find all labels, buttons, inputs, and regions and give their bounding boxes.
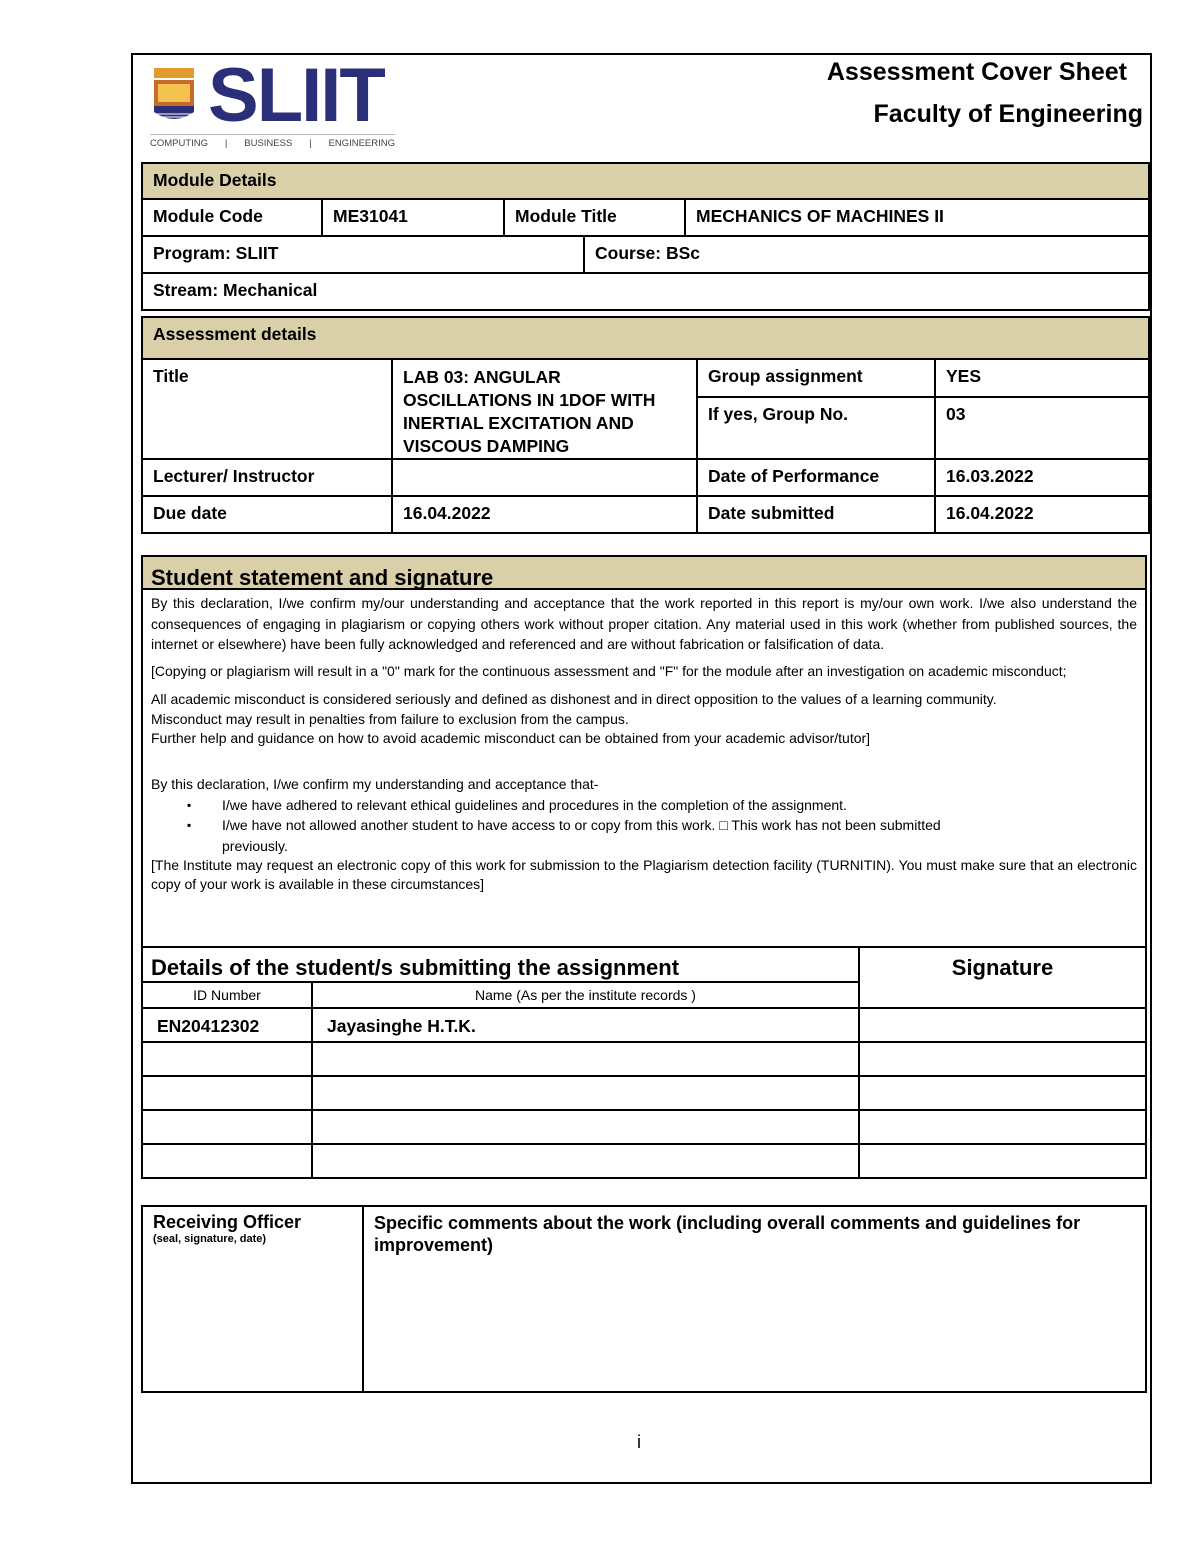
- module-details-heading: Module Details: [142, 163, 1149, 199]
- receiving-officer-sub: (seal, signature, date): [153, 1233, 267, 1245]
- declaration-intro: By this declaration, I/we confirm my understanding and acceptance that-: [151, 776, 599, 792]
- title-value: LAB 03: ANGULAR OSCILLATIONS IN 1DOF WITH INERTIAL EXCITATION AND VISCOUS DAMPING: [392, 359, 697, 459]
- group-assignment-label: Group assignment: [697, 359, 935, 397]
- table-row: [142, 1008, 1146, 1042]
- student-signature: [859, 1042, 1146, 1076]
- due-date-value: 16.04.2022: [392, 496, 697, 533]
- page-title: Assessment Cover Sheet: [826, 58, 1127, 86]
- performance-date-value: 16.03.2022: [935, 459, 1149, 496]
- module-code-value: ME31041: [322, 199, 504, 236]
- student-signature: [859, 1144, 1146, 1178]
- program-field: Program: SLIIT: [142, 236, 584, 273]
- due-date-label: Due date: [142, 496, 392, 533]
- plagiarism-paragraph: [Copying or plagiarism will result in a "0" mark for the continuous assessment and "F" for the module after an investigation on academic misconduct;: [151, 662, 1067, 679]
- signature-header: Signature: [859, 947, 1146, 1008]
- student-statement-section: [141, 555, 1147, 947]
- group-assignment-value: YES: [935, 359, 1149, 397]
- lecturer-value: [392, 459, 697, 496]
- student-name: [312, 1042, 859, 1076]
- students-heading: Details of the student/s submitting the assignment: [142, 947, 859, 982]
- assessment-details-heading: Assessment details: [142, 317, 1149, 359]
- turnitin-note: [The Institute may request an electronic copy of this work for submission to the Plagiarism detection facility (TURNITIN). You must make sure that an electronic copy of your work is available in these circumstances]: [151, 857, 1137, 892]
- submitted-date-label: Date submitted: [697, 496, 935, 533]
- page-number: i: [637, 1432, 641, 1452]
- student-id: [142, 1042, 312, 1076]
- module-details-table: [141, 162, 1150, 311]
- table-row: [142, 1076, 1146, 1110]
- student-id: EN20412302: [142, 1008, 312, 1042]
- statement-heading: Student statement and signature: [143, 557, 1145, 590]
- crest-icon: [150, 68, 198, 126]
- student-signature: [859, 1110, 1146, 1144]
- declaration-bullet: ▪ I/we have not allowed another student to have access to or copy from this work. □ This work has not been submitted previously.: [187, 815, 992, 856]
- sliit-logo: [150, 53, 395, 152]
- table-row: [142, 1110, 1146, 1144]
- assessment-details-table: [141, 316, 1150, 534]
- submitted-date-value: 16.04.2022: [935, 496, 1149, 533]
- table-row: [142, 1144, 1146, 1178]
- student-name: [312, 1110, 859, 1144]
- student-name: [312, 1076, 859, 1110]
- performance-date-label: Date of Performance: [697, 459, 935, 496]
- misconduct-line-1: All academic misconduct is considered seriously and defined as dishonest and in direct opposition to the values of a learning community.: [151, 691, 997, 707]
- student-signature: [859, 1076, 1146, 1110]
- receiving-officer-table: [141, 1205, 1147, 1393]
- logo-wordmark: SLIIT: [208, 53, 384, 138]
- misconduct-line-3: Further help and guidance on how to avoid academic misconduct can be obtained from your academic advisor/tutor]: [151, 729, 871, 746]
- student-id: [142, 1144, 312, 1178]
- name-header: Name (As per the institute records ): [312, 982, 859, 1008]
- student-name: Jayasinghe H.T.K.: [312, 1008, 859, 1042]
- logo-tagline: COMPUTING | BUSINESS | ENGINEERING: [150, 134, 395, 149]
- student-details-table: [141, 946, 1147, 1179]
- title-label: Title: [142, 359, 392, 459]
- group-no-label: If yes, Group No.: [697, 397, 935, 459]
- misconduct-line-2: Misconduct may result in penalties from failure to exclusion from the campus.: [151, 710, 629, 727]
- id-number-header: ID Number: [142, 982, 312, 1008]
- course-field: Course: BSc: [584, 236, 1149, 273]
- student-id: [142, 1110, 312, 1144]
- module-title-label: Module Title: [504, 199, 685, 236]
- lecturer-label: Lecturer/ Instructor: [142, 459, 392, 496]
- group-no-value: 03: [935, 397, 1149, 459]
- student-signature: [859, 1008, 1146, 1042]
- receiving-officer-label: Receiving Officer: [153, 1212, 302, 1232]
- student-name: [312, 1144, 859, 1178]
- comments-label: Specific comments about the work (including overall comments and guidelines for improvement): [363, 1206, 1146, 1392]
- faculty-subtitle: Faculty of Engineering: [873, 100, 1143, 128]
- module-title-value: MECHANICS OF MACHINES II: [685, 199, 1149, 236]
- stream-field: Stream: Mechanical: [142, 273, 1149, 310]
- module-code-label: Module Code: [142, 199, 322, 236]
- declaration-bullet: ▪ I/we have adhered to relevant ethical guidelines and procedures in the completion of the assignment.: [187, 795, 1137, 816]
- table-row: [142, 1042, 1146, 1076]
- statement-paragraph: By this declaration, I/we confirm my/our understanding and acceptance that the work reported in this report is my/our own work. I/we also understand the consequences of engaging in plagiarism or copying others work without proper citation. Any material used in this work (whether from published sources, the internet or elsewhere) have been fully acknowledged and referenced and are without fabrication or falsification of data.: [151, 595, 1137, 652]
- student-id: [142, 1076, 312, 1110]
- declaration-bullets: [151, 795, 1137, 857]
